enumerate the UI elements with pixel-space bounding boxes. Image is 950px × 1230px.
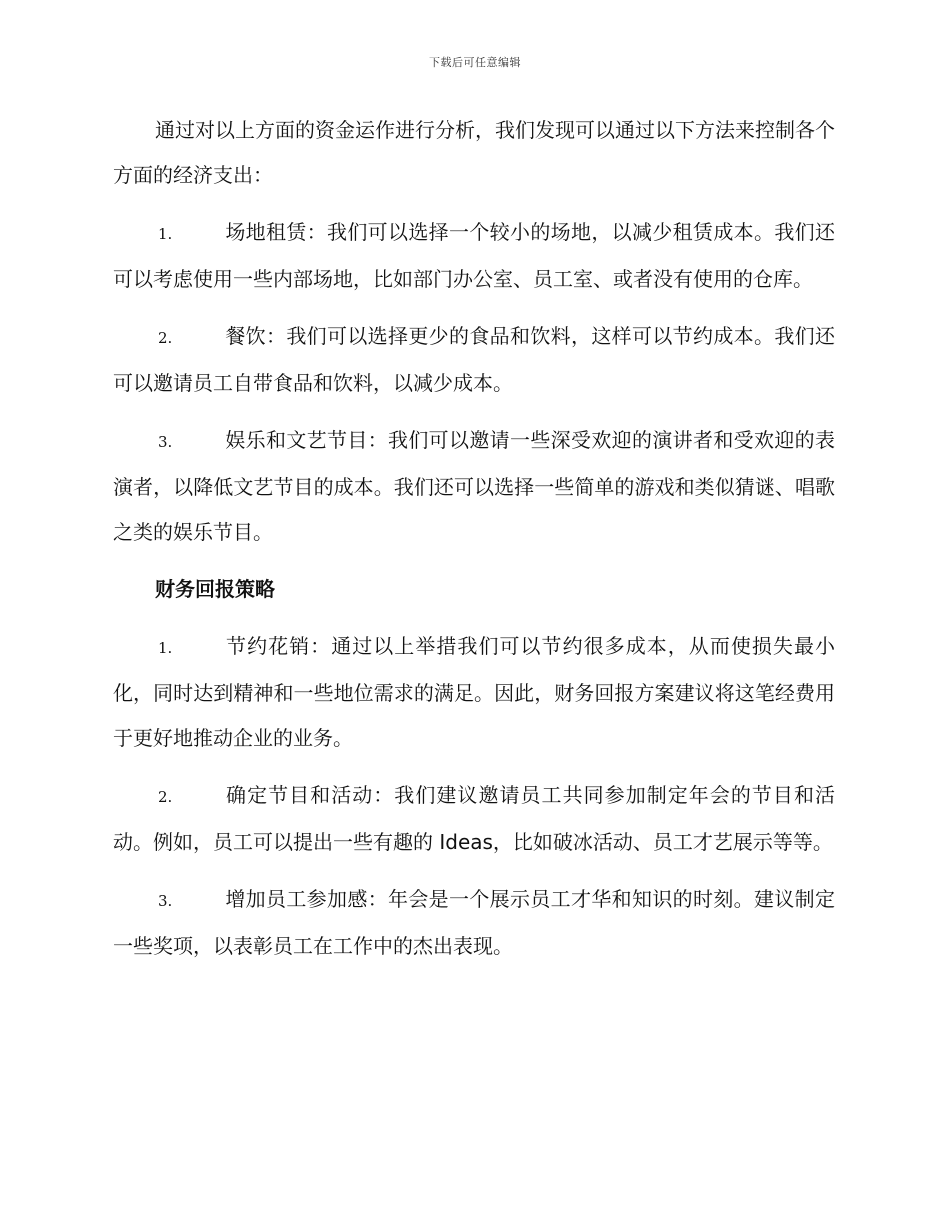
cost-control-list [113,210,835,555]
list-item-number: 2. [158,329,173,347]
intro-paragraph: 通过对以上方面的资金运作进行分析，我们发现可以通过以下方法来控制各个方面的经济支出： [113,118,835,187]
list-item-text: 娱乐和文艺节目：我们可以邀请一些深受欢迎的演讲者和受欢迎的表演者，以降低文艺节目的成本。我们还可以选择一些简单的游戏和类似猜谜、唱歌之类的娱乐节目。 [113,428,835,544]
list-item [113,314,835,406]
list-item [113,210,835,302]
list-item [113,418,835,555]
list-item-text: 确定节目和活动：我们建议邀请员工共同参加制定年会的节目和活动。例如，员工可以提出一些有趣的 Ideas，比如破冰活动、员工才艺展示等等。 [113,783,835,854]
list-item [113,624,835,761]
list-item-number: 3. [158,892,173,910]
list-item-number: 2. [158,788,173,806]
list-item-number: 3. [158,433,173,451]
list-item-text: 增加员工参加感：年会是一个展示员工才华和知识的时刻。建议制定一些奖项，以表彰员工在工作中的杰出表现。 [113,887,835,958]
list-item-text: 场地租赁：我们可以选择一个较小的场地，以减少租赁成本。我们还可以考虑使用一些内部场地，比如部门办公室、员工室、或者没有使用的仓库。 [113,220,835,291]
list-item-text: 节约花销：通过以上举措我们可以节约很多成本，从而使损失最小化，同时达到精神和一些地位需求的满足。因此，财务回报方案建议将这笔经费用于更好地推动企业的业务。 [113,634,835,750]
document-body [113,108,835,981]
list-item-number: 1. [158,639,173,657]
section-heading: 财务回报策略 [155,577,275,601]
list-item-number: 1. [158,225,173,243]
list-item-text: 餐饮：我们可以选择更少的食品和饮料，这样可以节约成本。我们还可以邀请员工自带食品和饮料，以减少成本。 [113,324,835,395]
financial-return-list [113,624,835,969]
page-header: 下载后可任意编辑 [429,56,521,69]
list-item [113,773,835,865]
list-item [113,877,835,969]
